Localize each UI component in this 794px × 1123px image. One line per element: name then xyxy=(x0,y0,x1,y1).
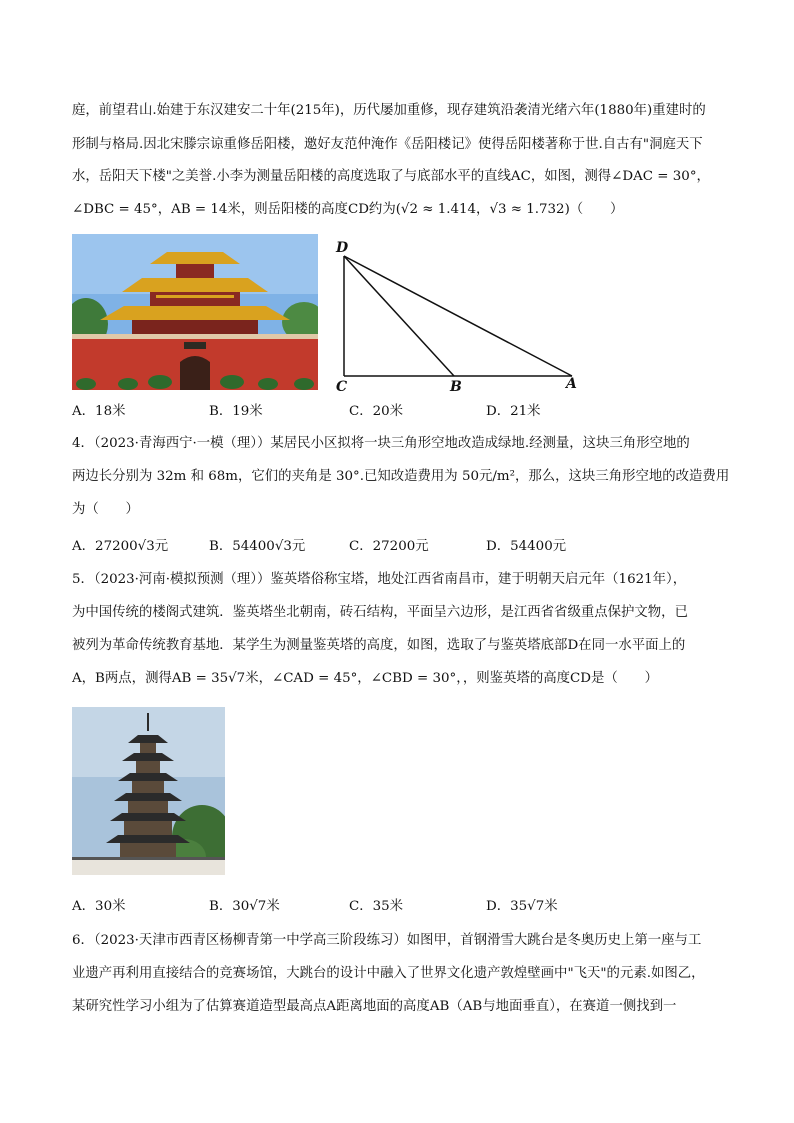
label-b: B xyxy=(450,379,462,394)
problem5-text-line2: 为中国传统的楼阁式建筑．鉴英塔坐北朝南，砖石结构，平面呈六边形，是江西省省级重点保护文物，已 xyxy=(72,605,688,620)
problem3-text-line4: ∠DBC = 45°，AB = 14米，则岳阳楼的高度CD约为(√2 ≈ 1.414，√3 ≈ 1.732)（ ） xyxy=(72,202,624,217)
problem5-text-line3: 被列为革命传统教育基地．某学生为测量鉴英塔的高度，如图，选取了与鉴英塔底部D在同一水平面上的 xyxy=(72,638,686,653)
option-d[interactable]: D．35√7米 xyxy=(486,899,558,914)
problem4-text-line3: 为（ ） xyxy=(72,502,139,517)
problem3-options xyxy=(72,402,732,422)
problem5-text-line1: 5．（2023·河南·模拟预测（理））鉴英塔俗称宝塔，地处江西省南昌市，建于明朝天启元年（1621年）， xyxy=(72,572,687,587)
segment-da xyxy=(344,256,572,376)
option-d[interactable]: D．54400元 xyxy=(486,539,567,554)
problem6-text-line2: 业遗产再利用直接结合的竞赛场馆，大跳台的设计中融入了世界文化遗产敦煌壁画中"飞天"的元素.如图乙， xyxy=(72,966,705,981)
label-a: A xyxy=(566,376,577,392)
problem3-text-line3: 水，岳阳天下楼"之美誉.小李为测量岳阳楼的高度选取了与底部水平的直线AC，如图，测得∠DAC = 30°， xyxy=(72,169,710,184)
problem3-text-line1: 庭，前望君山.始建于东汉建安二十年(215年)，历代屡加重修，现存建筑沿袭清光绪六年(1880年)重建时的 xyxy=(72,103,706,118)
yueyang-tower-photo xyxy=(72,234,318,390)
option-c[interactable]: C．27200元 xyxy=(349,539,429,554)
label-c: C xyxy=(336,379,348,394)
option-b[interactable]: B．30√7米 xyxy=(209,899,280,914)
segment-db xyxy=(344,256,454,376)
option-c[interactable]: C．35米 xyxy=(349,899,404,914)
option-b[interactable]: B．19米 xyxy=(209,404,263,419)
triangle-diagram xyxy=(334,236,592,394)
pagoda-photo xyxy=(72,707,225,875)
problem4-options xyxy=(72,537,732,557)
option-b[interactable]: B．54400√3元 xyxy=(209,539,306,554)
problem5-text-line4: A，B两点，测得AB = 35√7米，∠CAD = 45°，∠CBD = 30°，，则鉴英塔的高度CD是（ ） xyxy=(72,671,658,686)
option-d[interactable]: D．21米 xyxy=(486,404,541,419)
problem5-options xyxy=(72,897,732,917)
problem4-text-line2: 两边长分别为 32m 和 68m，它们的夹角是 30°.已知改造费用为 50元/m²，那么，这块三角形空地的改造费用 xyxy=(72,469,730,484)
option-a[interactable]: A．27200√3元 xyxy=(72,539,169,554)
option-a[interactable]: A．30米 xyxy=(72,899,126,914)
problem6-text-line1: 6．（2023·天津市西青区杨柳青第一中学高三阶段练习）如图甲，首钢滑雪大跳台是冬奥历史上第一座与工 xyxy=(72,933,702,948)
problem4-text-line1: 4．（2023·青海西宁·一模（理））某居民小区拟将一块三角形空地改造成绿地.经测量，这块三角形空地的 xyxy=(72,436,690,451)
option-c[interactable]: C．20米 xyxy=(349,404,404,419)
label-d: D xyxy=(336,240,349,256)
problem3-text-line2: 形制与格局.因北宋滕宗谅重修岳阳楼，邀好友范仲淹作《岳阳楼记》使得岳阳楼著称于世.自古有"洞庭天下 xyxy=(72,137,703,152)
problem6-text-line3: 某研究性学习小组为了估算赛道造型最高点A距离地面的高度AB（AB与地面垂直），在赛道一侧找到一 xyxy=(72,999,677,1014)
option-a[interactable]: A．18米 xyxy=(72,404,126,419)
